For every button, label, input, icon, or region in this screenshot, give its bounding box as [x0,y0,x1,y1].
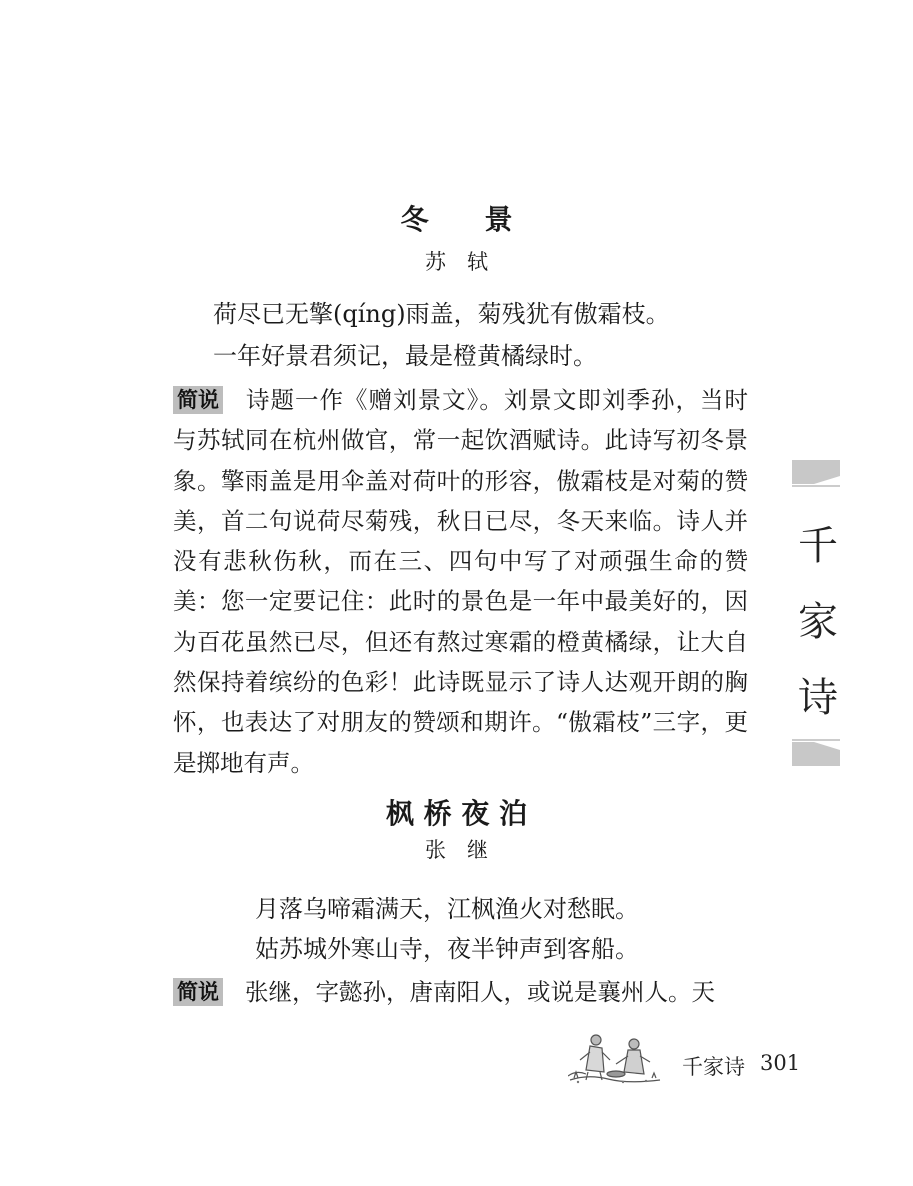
commentary [173,972,748,1012]
poem-line-2: 姑苏城外寒山寺，夜半钟声到客船。 [255,935,639,963]
poem-title: 枫 桥 夜 泊 [385,797,528,830]
poem-title: 冬 景 [400,203,513,236]
figures-illustration-icon [568,1030,663,1085]
page-number: 301 [760,1051,801,1075]
commentary [173,380,748,783]
poem-line-1: 月落乌啼霜满天，江枫渔火对愁眠。 [255,895,639,923]
footer-book-title: 千家诗 [682,1055,745,1079]
commentary-tag: 简说 [173,978,223,1006]
commentary-text: 诗题一作《赠刘景文》。刘景文即刘季孙，当时与苏轼同在杭州做官，常一起饮酒赋诗。此诗写初冬景象。擎雨盖是用伞盖对荷叶的形容，傲霜枝是对菊的赞美，首二句说荷尽菊残，秋日已尽，冬天来临。诗人并没有悲秋伤秋，而在三、四句中写了对顽强生命的赞美：您一定要记住：此时的景色是一年中最美好的，因为百花虽然已尽，但还有熬过寒霜的橙黄橘绿，让大自然保持着缤纷的色彩！此诗既显示了诗人达观开朗的胸怀，也表达了对朋友的赞颂和期许。“傲霜枝”三字，更是掷地有声。 [173,386,748,777]
side-tab [792,460,840,766]
side-tab-char: 诗 [798,675,838,721]
commentary-text: 张继，字懿孙，唐南阳人，或说是襄州人。天 [245,978,715,1006]
commentary-tag: 简说 [173,386,223,414]
poem-author: 苏 轼 [425,250,488,274]
side-tab-char: 家 [798,599,838,645]
poem-author: 张 继 [425,838,488,862]
side-tab-char: 千 [798,523,838,569]
poem-line-2: 一年好景君须记，最是橙黄橘绿时。 [213,342,597,370]
poem-line-1: 荷尽已无擎(qíng)雨盖，菊残犹有傲霜枝。 [213,300,670,328]
